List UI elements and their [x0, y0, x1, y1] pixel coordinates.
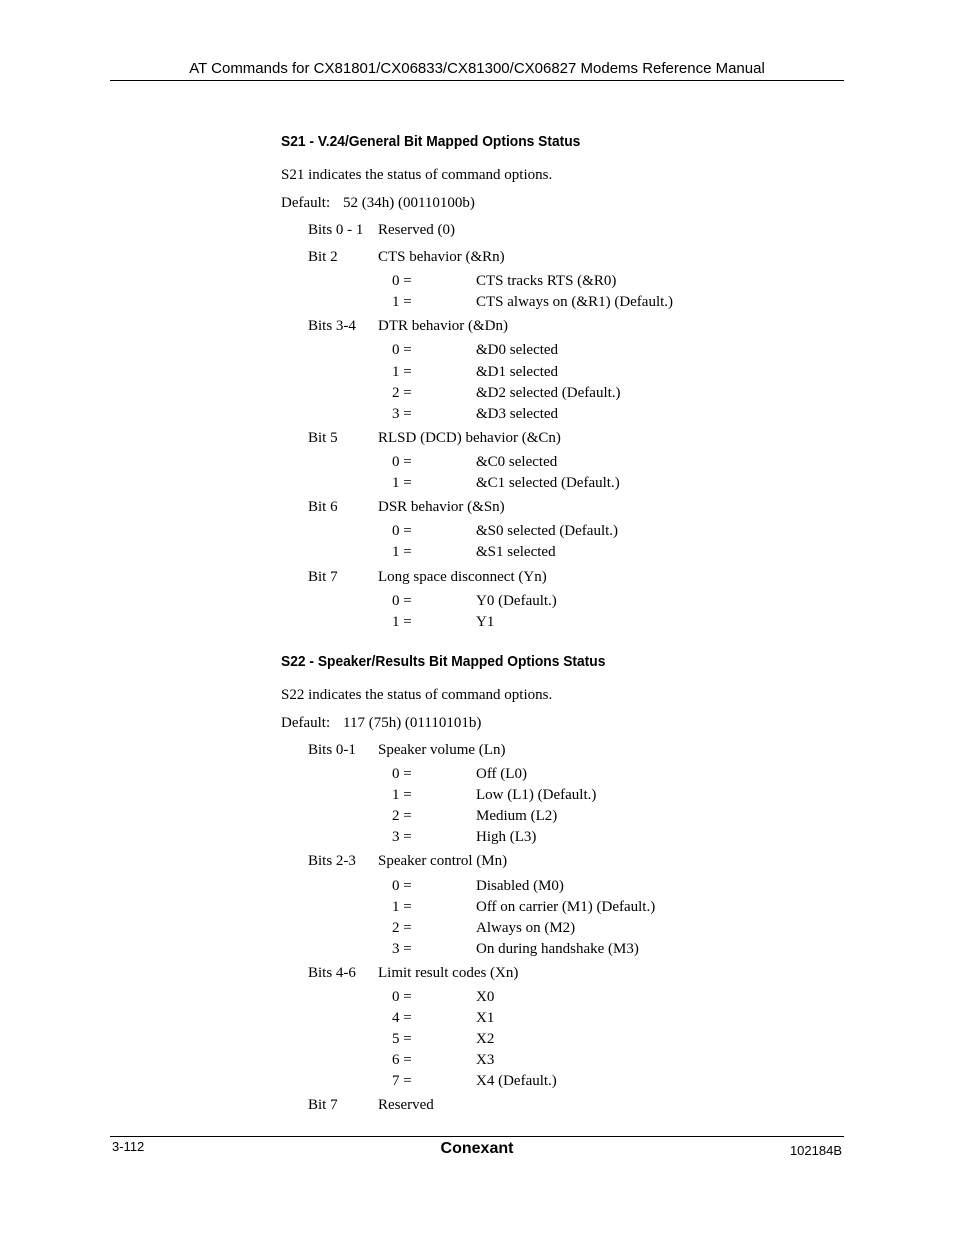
s21-default-value: 52 (34h) (00110100b)	[343, 195, 475, 211]
option-value: 2 =	[392, 385, 412, 401]
header-rule	[110, 80, 844, 81]
s22-bit-label: Bits 0-1	[308, 742, 356, 758]
s21-section-title: S21 - V.24/General Bit Mapped Options Status	[281, 133, 581, 150]
s21-bit-label: Bits 3-4	[308, 318, 356, 334]
option-desc: Off (L0)	[476, 766, 527, 782]
s22-section-title: S22 - Speaker/Results Bit Mapped Options Status	[281, 653, 606, 670]
s22-bit-label: Bit 7	[308, 1097, 338, 1113]
s21-bit-label: Bit 6	[308, 499, 338, 515]
option-value: 0 =	[392, 342, 412, 358]
option-desc: Always on (M2)	[476, 920, 576, 936]
option-value: 6 =	[392, 1052, 412, 1068]
option-desc: X2	[476, 1031, 495, 1047]
option-value: 3 =	[392, 941, 412, 957]
option-value: 5 =	[392, 1031, 412, 1047]
s22-bit-desc: Speaker control (Mn)	[378, 853, 508, 869]
option-desc: Y0 (Default.)	[476, 593, 557, 609]
option-value: 2 =	[392, 808, 412, 824]
option-desc: High (L3)	[476, 829, 537, 845]
option-value: 0 =	[392, 766, 412, 782]
s21-default-label: Default:	[281, 195, 331, 211]
s21-bit-desc: DTR behavior (&Dn)	[378, 318, 508, 334]
option-desc: &C1 selected (Default.)	[476, 475, 620, 491]
option-desc: On during handshake (M3)	[476, 941, 639, 957]
option-value: 1 =	[392, 294, 412, 310]
option-value: 0 =	[392, 273, 412, 289]
option-desc: X0	[476, 989, 495, 1005]
option-value: 1 =	[392, 544, 412, 560]
option-value: 1 =	[392, 787, 412, 803]
s22-bit-desc: Speaker volume (Ln)	[378, 742, 506, 758]
s21-bit-label: Bits 0 - 1	[308, 222, 364, 238]
option-desc: &D1 selected	[476, 364, 559, 380]
option-value: 3 =	[392, 406, 412, 422]
option-value: 0 =	[392, 989, 412, 1005]
document-number: 102184B	[789, 1143, 842, 1158]
s21-bit-desc: Long space disconnect (Yn)	[378, 569, 547, 585]
s22-default-value: 117 (75h) (01110101b)	[343, 715, 482, 731]
s22-bit-desc: Limit result codes (Xn)	[378, 965, 519, 981]
option-desc: X3	[476, 1052, 495, 1068]
s21-bit-desc: Reserved (0)	[378, 222, 456, 238]
option-desc: Disabled (M0)	[476, 878, 564, 894]
option-desc: &C0 selected	[476, 454, 558, 470]
s22-intro: S22 indicates the status of command options.	[281, 687, 553, 703]
page-header-title: AT Commands for CX81801/CX06833/CX81300/CX06827 Modems Reference Manual	[189, 60, 765, 77]
s22-bit-label: Bits 2-3	[308, 853, 356, 869]
option-desc: &D2 selected (Default.)	[476, 385, 621, 401]
option-desc: X4 (Default.)	[476, 1073, 557, 1089]
option-desc: CTS tracks RTS (&R0)	[476, 273, 617, 289]
option-value: 1 =	[392, 899, 412, 915]
s21-bit-label: Bit 2	[308, 249, 338, 265]
s22-default-label: Default:	[281, 715, 331, 731]
option-value: 2 =	[392, 920, 412, 936]
option-value: 1 =	[392, 614, 412, 630]
option-desc: Medium (L2)	[476, 808, 558, 824]
option-desc: Off on carrier (M1) (Default.)	[476, 899, 656, 915]
option-value: 3 =	[392, 829, 412, 845]
option-desc: &S0 selected (Default.)	[476, 523, 619, 539]
option-value: 0 =	[392, 593, 412, 609]
option-desc: &S1 selected	[476, 544, 556, 560]
option-value: 0 =	[392, 878, 412, 894]
page-number: 3-112	[112, 1139, 145, 1154]
option-desc: &D3 selected	[476, 406, 559, 422]
s21-bit-label: Bit 5	[308, 430, 338, 446]
option-value: 0 =	[392, 523, 412, 539]
s21-bit-desc: RLSD (DCD) behavior (&Cn)	[378, 430, 561, 446]
option-desc: Y1	[476, 614, 495, 630]
footer-rule	[110, 1136, 844, 1137]
s21-bit-desc: DSR behavior (&Sn)	[378, 499, 505, 515]
option-value: 0 =	[392, 454, 412, 470]
s21-intro: S21 indicates the status of command options.	[281, 167, 553, 183]
option-value: 7 =	[392, 1073, 412, 1089]
option-desc: CTS always on (&R1) (Default.)	[476, 294, 674, 310]
option-value: 1 =	[392, 475, 412, 491]
company-name: Conexant	[440, 1140, 514, 1157]
option-value: 4 =	[392, 1010, 412, 1026]
option-desc: &D0 selected	[476, 342, 559, 358]
option-value: 1 =	[392, 364, 412, 380]
s22-bit-label: Bits 4-6	[308, 965, 356, 981]
s21-bit-desc: CTS behavior (&Rn)	[378, 249, 505, 265]
option-desc: X1	[476, 1010, 495, 1026]
option-desc: Low (L1) (Default.)	[476, 787, 597, 803]
s21-bit-label: Bit 7	[308, 569, 338, 585]
s22-bit-desc: Reserved	[378, 1097, 434, 1113]
